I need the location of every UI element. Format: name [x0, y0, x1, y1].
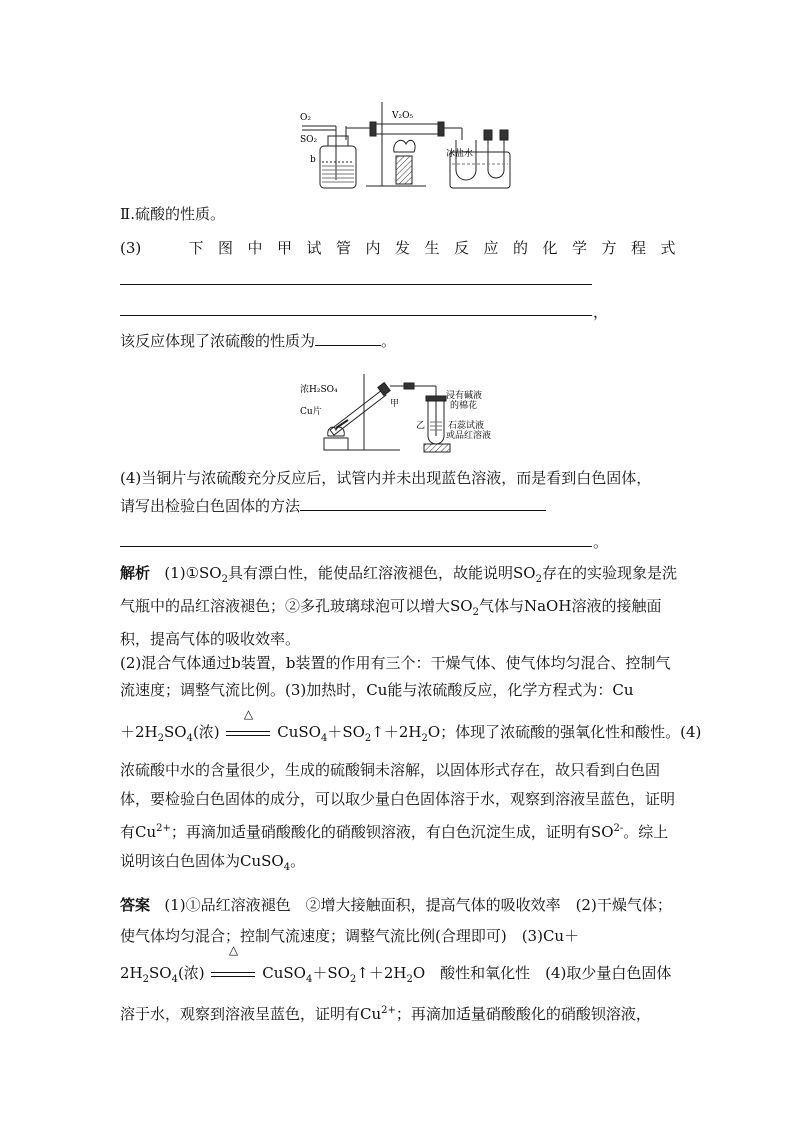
analysis-block	[120, 560, 680, 653]
label-so2: SO₂	[300, 135, 318, 145]
heating-equals-sign	[224, 707, 272, 742]
answer-block	[120, 890, 680, 952]
label-o2: O₂	[300, 113, 311, 123]
section-heading: Ⅱ.硫酸的性质。	[120, 205, 225, 223]
superscript: 2-	[613, 823, 624, 834]
subscript: 2	[349, 974, 357, 985]
q3-property-line	[120, 331, 396, 351]
answer-text: (浓)	[177, 964, 205, 982]
answer-text: (1)①品红溶液褪色 ②增大接触面积，提高气体的吸收效率 (2)干燥气体；使气体均匀混合；控制气流速度；调整气流比例(合理即可) (3)Cu＋	[120, 896, 672, 945]
figure-cu-h2so4-apparatus	[296, 370, 516, 454]
analysis-text: Cu	[612, 681, 634, 699]
subscript: 2	[157, 733, 164, 744]
analysis-block-3	[120, 756, 680, 882]
answer-label: 答案	[120, 896, 151, 914]
subscript: 2	[535, 574, 542, 585]
analysis-text: Cu	[366, 681, 388, 699]
label-b: b	[310, 155, 316, 165]
analysis-label: 解析	[120, 564, 151, 582]
q4-period: 。	[593, 533, 609, 551]
subscript: 4	[320, 733, 328, 744]
analysis-text: 气体与	[478, 597, 524, 615]
label-cotton: 的棉花	[450, 401, 478, 411]
subscript: 4	[171, 974, 178, 985]
figure-so3-apparatus	[296, 100, 516, 192]
delta-symbol: △	[243, 707, 254, 721]
analysis-text: CuSO	[240, 852, 284, 870]
subscript: 2	[421, 733, 428, 744]
answer-text: ↑＋2H	[356, 964, 407, 982]
label-ice-salt-water: 冰盐水	[446, 149, 474, 159]
subscript: 4	[305, 974, 313, 985]
analysis-text: (2)混合气体通过	[120, 654, 232, 672]
answer-text: ＋SO	[312, 964, 350, 982]
label-cu-piece: Cu片	[300, 407, 322, 417]
equation-text: ＋2H	[120, 723, 158, 741]
analysis-text: SO	[590, 823, 614, 841]
answer-blank-2[interactable]	[120, 315, 592, 316]
method-blank-2[interactable]	[120, 546, 592, 547]
analysis-text: 。	[290, 852, 306, 870]
answer-text: CuSO	[262, 964, 306, 982]
analysis-block-2	[120, 650, 680, 704]
answer-text: O 酸性和氧化性 (4)取少量白色固体溶于水，观察到溶液呈蓝色，证明有	[120, 964, 672, 1023]
equation-text: SO	[164, 723, 187, 741]
method-blank-1[interactable]	[300, 496, 546, 511]
analysis-text: 具有漂白性，能使品红溶液褪色，故能说明	[227, 564, 513, 582]
answer-blank-1[interactable]	[120, 284, 592, 285]
analysis-text: 能与浓硫酸反应，化学方程式为：	[387, 681, 613, 699]
superscript: 2+	[381, 1005, 396, 1016]
subscript: 2	[221, 574, 228, 585]
q4-line1: (4)当铜片与浓硫酸充分反应后，试管内并未出现蓝色溶液，而是看到白色固体，	[120, 469, 652, 487]
subscript: 4	[283, 862, 291, 873]
label-conc-h2so4: 浓H₂SO₄	[300, 385, 338, 395]
analysis-text: NaOH	[523, 597, 572, 615]
subscript: 2	[364, 733, 372, 744]
analysis-text: Cu	[135, 823, 157, 841]
equation-text: CuSO	[277, 723, 321, 741]
analysis-text: SO	[450, 597, 473, 615]
analysis-text: 装置，	[240, 654, 286, 672]
answer-text: 2H	[120, 964, 143, 982]
analysis-text: b	[231, 654, 241, 672]
analysis-text: 浓硫酸中水的含量很少，生成的硫酸铜未溶解，以固体形式存在，故只看到白色固体，要检验白色固体的成分，可以取少量白色固体溶于水，观察到溶液呈蓝色，证明有	[120, 761, 676, 841]
label-soaked-cotton: 浸有碱液	[446, 391, 483, 401]
q3-property-prefix: 该反应体现了浓硫酸的性质为	[120, 332, 316, 350]
label-jia: 甲	[390, 399, 400, 409]
property-blank[interactable]	[315, 331, 381, 346]
q4-method-prefix: 请写出检验白色固体的方法	[120, 497, 301, 515]
q3-text: 下图中甲试管内发生反应的化学方程式	[188, 239, 690, 257]
subscript: 2	[142, 974, 149, 985]
label-magenta: 或品红溶液	[446, 431, 492, 441]
analysis-text: b	[285, 654, 296, 672]
analysis-text: (1)①SO	[164, 564, 222, 582]
q3-comma: ，	[593, 303, 609, 321]
subscript: 4	[186, 733, 193, 744]
q4-line2	[120, 496, 546, 516]
answer-block-2	[120, 943, 680, 1030]
answer-text: SO	[149, 964, 172, 982]
answer-text: ；再滴加适量硝酸酸化的硝酸钡溶液，	[395, 1005, 651, 1023]
heating-equals-sign-2	[209, 943, 257, 989]
equation-text: (浓)	[192, 723, 220, 741]
equation-line-1	[120, 707, 702, 749]
label-yi: 乙	[416, 421, 426, 431]
answer-text: Cu	[360, 1005, 382, 1023]
subscript: 2	[406, 974, 413, 985]
equation-text: ＋SO	[327, 723, 365, 741]
analysis-text: 装置的作用有三个：干燥气体、使气体均匀混合、控制气流速度；调整气流比例。(3)加热时，	[120, 654, 671, 699]
analysis-text: 存在的实验现象是洗气瓶中的品红溶液褪色；②多孔玻璃球泡可以增大	[120, 564, 677, 615]
analysis-text: 。综上说明该白色固体为	[120, 823, 669, 870]
q3-label: (3)	[120, 239, 142, 257]
label-v2o5: V₂O₅	[392, 111, 414, 121]
superscript: 2+	[156, 823, 171, 834]
delta-symbol: △	[228, 943, 239, 957]
q3-property-suffix: 。	[381, 332, 397, 350]
label-litmus: 石蕊试液	[448, 421, 485, 431]
q3-line	[120, 238, 690, 258]
analysis-text: SO	[513, 564, 536, 582]
subscript: 2	[472, 607, 479, 618]
equation-text: O；体现了浓硫酸的强氧化性和酸性。(4)	[427, 723, 702, 741]
equation-text: ↑＋2H	[371, 723, 422, 741]
analysis-text: 溶液的接触面积，提高气体的吸收效率。	[120, 597, 662, 648]
analysis-text: ；再滴加适量硝酸酸化的硝酸钡溶液，有白色沉淀生成，证明有	[170, 823, 591, 841]
